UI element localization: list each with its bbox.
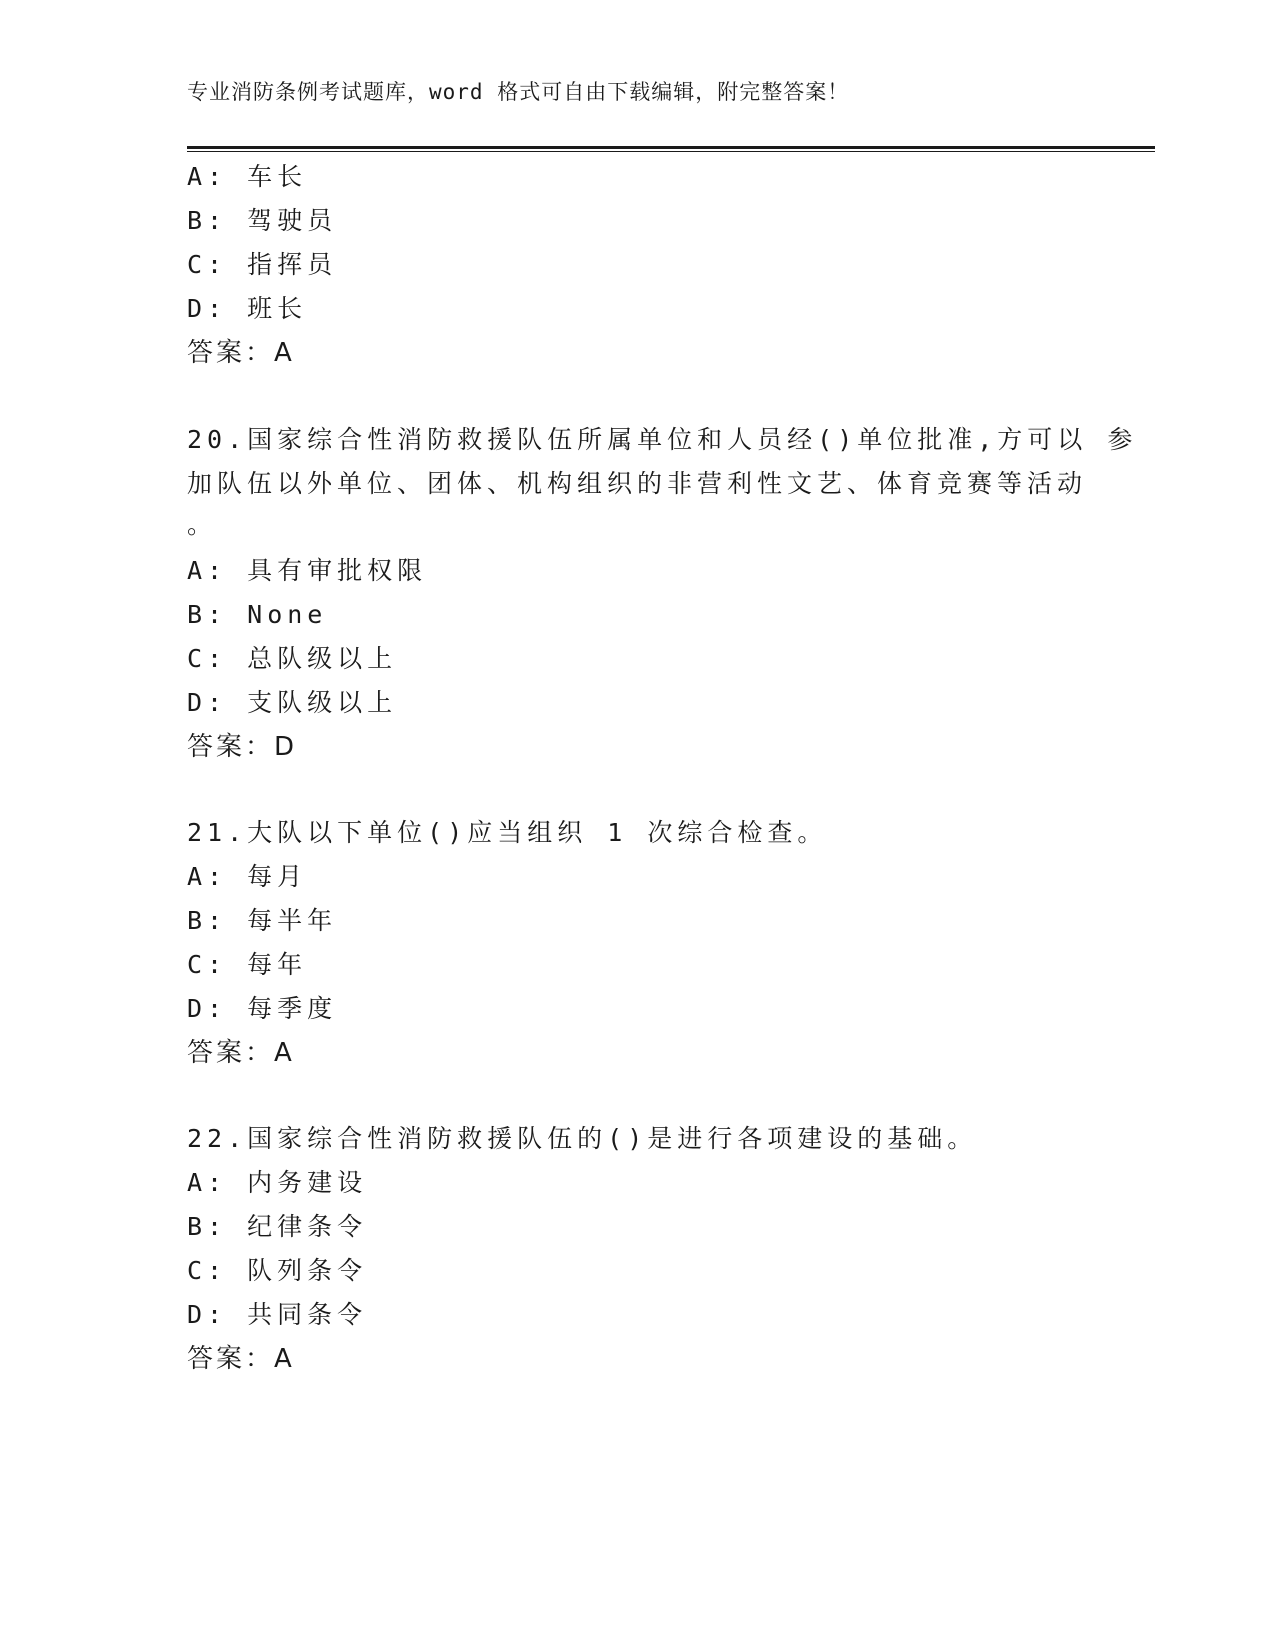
q21-option-c: C: 每年: [187, 950, 308, 979]
q22-option-d: D: 共同条令: [187, 1300, 368, 1329]
q22-option-b: B: 纪律条令: [187, 1212, 368, 1241]
q21-option-b: B: 每半年: [187, 906, 338, 935]
q20-answer: 答案：D: [187, 732, 298, 762]
q20-option-d: D: 支队级以上: [187, 688, 398, 717]
q21-option-a: A: 每月: [187, 862, 308, 891]
q20-stem-line-3: 。: [187, 510, 218, 539]
q19-answer: 答案：A: [187, 338, 295, 368]
q22-option-c: C: 队列条令: [187, 1256, 368, 1285]
q19-option-a: A: 车长: [187, 162, 308, 191]
page-header: 专业消防条例考试题库，word 格式可自由下载编辑，附完整答案！: [187, 80, 850, 104]
q20-option-a: A: 具有审批权限: [187, 556, 428, 585]
q19-option-d: D: 班长: [187, 294, 308, 323]
q21-option-d: D: 每季度: [187, 994, 338, 1023]
header-rule-thin: [187, 151, 1155, 152]
q20-option-b: B: None: [187, 600, 328, 629]
q21-answer: 答案：A: [187, 1038, 295, 1068]
q19-option-b: B: 驾驶员: [187, 206, 338, 235]
q21-stem-line-1: 21.大队以下单位()应当组织 1 次综合检查。: [187, 818, 828, 847]
header-rule-thick: [187, 146, 1155, 149]
q19-option-c: C: 指挥员: [187, 250, 338, 279]
q20-stem-line-2: 加队伍以外单位、团体、机构组织的非营利性文艺、体育竞赛等活动: [187, 469, 1088, 498]
q22-answer: 答案：A: [187, 1344, 295, 1374]
q22-option-a: A: 内务建设: [187, 1168, 368, 1197]
q20-option-c: C: 总队级以上: [187, 644, 398, 673]
q22-stem-line-1: 22.国家综合性消防救援队伍的()是进行各项建设的基础。: [187, 1124, 978, 1153]
q20-stem-line-1: 20.国家综合性消防救援队伍所属单位和人员经()单位批准,方可以 参: [187, 425, 1138, 454]
